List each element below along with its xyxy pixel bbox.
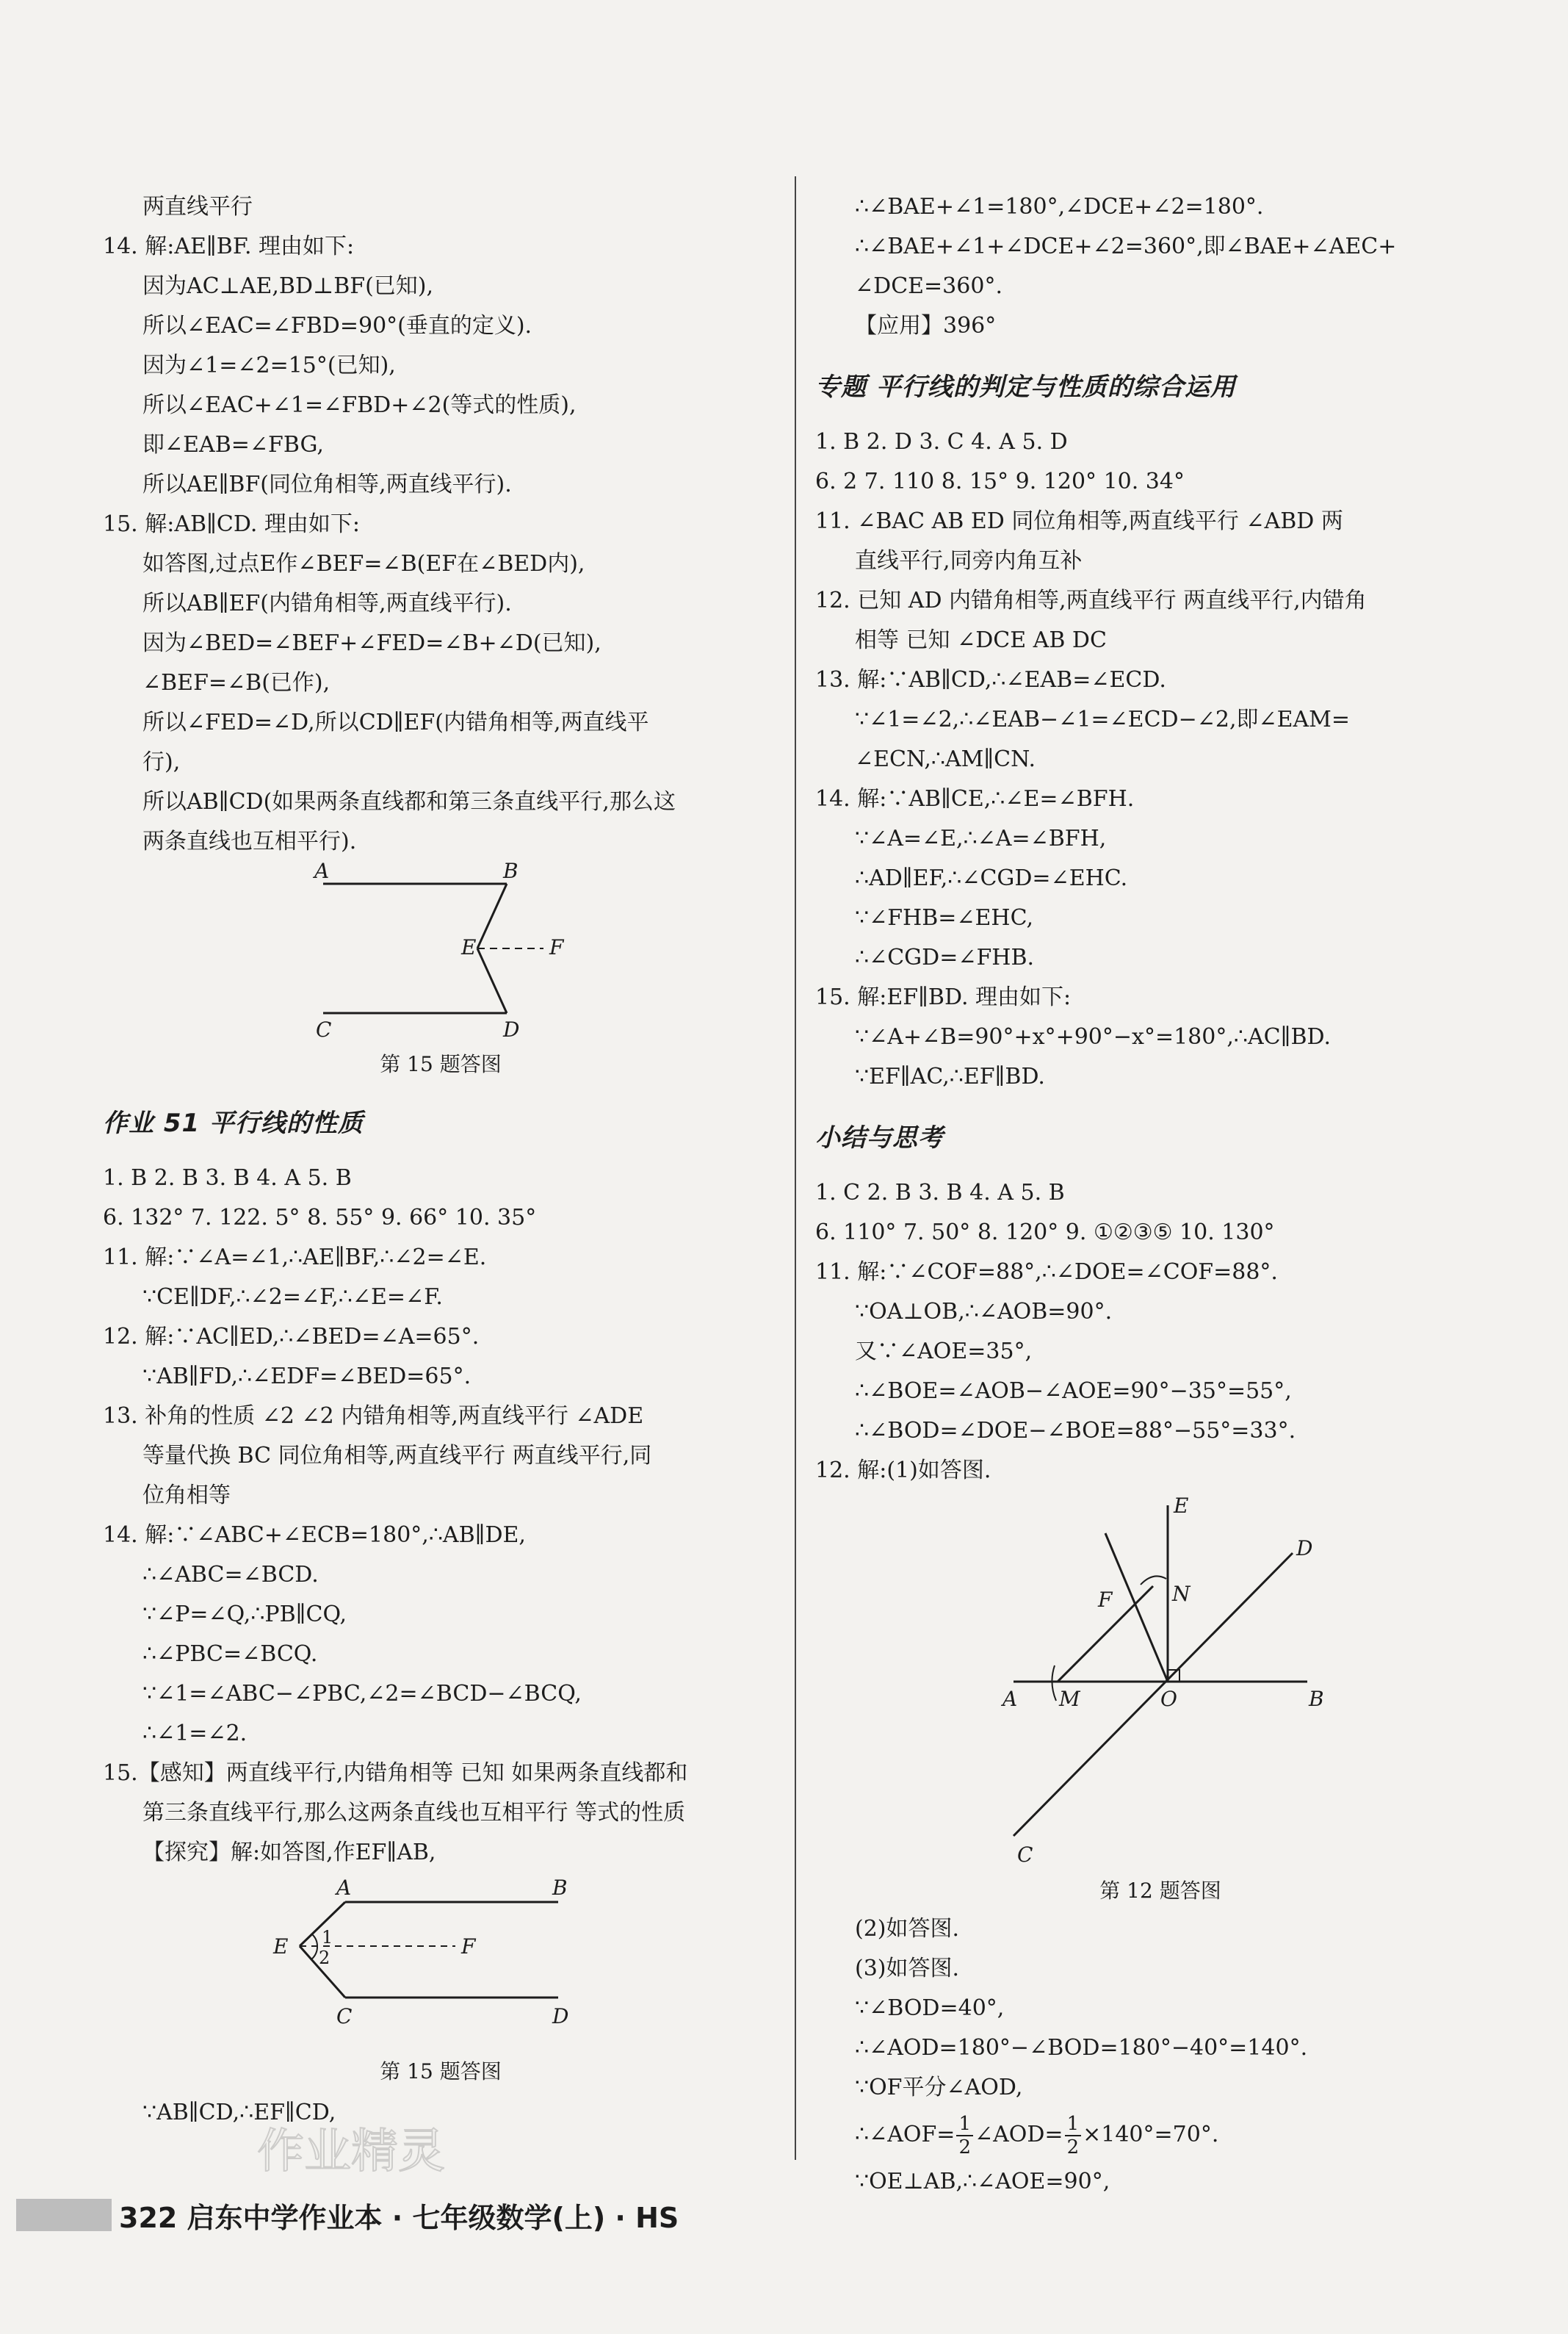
- label-b: B: [552, 1876, 568, 1900]
- right-lines-e: [815, 2162, 1506, 2202]
- left-lines-b: [103, 1159, 778, 1873]
- label-f: F: [1098, 1588, 1113, 1612]
- angle-2-arc: [311, 1946, 317, 1959]
- text-line: 第三条直线平行,那么这两条直线也互相平行 等式的性质: [142, 1800, 686, 1826]
- label-b: B: [503, 862, 519, 883]
- text-line: ∵∠1=∠ABC−∠PBC,∠2=∠BCD−∠BCQ,: [142, 1681, 582, 1707]
- label-o: O: [1160, 1687, 1177, 1711]
- text-line: 12. 解:(1)如答图.: [815, 1458, 991, 1483]
- figure-caption: 第 15 题答图: [380, 1052, 502, 1076]
- figure-caption: 第 12 题答图: [1099, 1879, 1221, 1903]
- line-cd: [1014, 1553, 1293, 1836]
- column-divider: [795, 176, 796, 2160]
- text-line: 14. 解:∵∠ABC+∠ECB=180°,∴AB∥DE,: [103, 1522, 526, 1548]
- text-line: ∴∠CGD=∠FHB.: [855, 945, 1035, 970]
- figure-12: [815, 1491, 1506, 1873]
- frac-den-2: 2: [1066, 2136, 1080, 2158]
- section-heading-51: 作业 51 平行线的性质: [103, 1109, 364, 1138]
- angle-1-arc: [312, 1934, 317, 1946]
- text-line: ∠ECN,∴AM∥CN.: [855, 746, 1036, 772]
- text-line: 15. 解:AB∥CD. 理由如下:: [103, 511, 361, 537]
- text-line: 相等 已知 ∠DCE AB DC: [855, 627, 1107, 653]
- text-line: 12. 解:∵AC∥ED,∴∠BED=∠A=65°.: [103, 1324, 480, 1350]
- text-line: 所以∠EAC+∠1=∠FBD+∠2(等式的性质),: [142, 392, 577, 418]
- label-c: C: [1017, 1843, 1033, 1867]
- figure-15-b: [103, 1873, 778, 2093]
- right-lines-a: [815, 187, 1506, 346]
- left-lines-a: [103, 187, 778, 862]
- frac-post: ×140°=70°.: [1083, 2122, 1219, 2147]
- footer-text: 322 启东中学作业本 · 七年级数学(上) · HS: [119, 2201, 679, 2234]
- text-line: 15. 解:EF∥BD. 理由如下:: [815, 984, 1072, 1010]
- text-line: ∵OA⊥OB,∴∠AOB=90°.: [855, 1299, 1113, 1325]
- label-d: D: [552, 2004, 569, 2028]
- page-footer: [16, 2193, 679, 2237]
- section-heading-topic: 专题 平行线的判定与性质的综合运用: [815, 372, 1236, 402]
- label-a: A: [1002, 1687, 1018, 1711]
- text-line: 1. B 2. D 3. C 4. A 5. D: [815, 429, 1068, 455]
- text-line: 所以∠EAC=∠FBD=90°(垂直的定义).: [142, 313, 532, 339]
- text-line: 11. 解:∵∠A=∠1,∴AE∥BF,∴∠2=∠E.: [103, 1245, 487, 1270]
- text-line: ∴∠BOD=∠DOE−∠BOE=88°−55°=33°.: [855, 1418, 1296, 1444]
- line-ed: [477, 948, 507, 1013]
- right-lines-d: [815, 1909, 1506, 2108]
- text-line: 又∵∠AOE=35°,: [855, 1339, 1033, 1364]
- text-line: 6. 2 7. 110 8. 15° 9. 120° 10. 34°: [815, 469, 1185, 494]
- text-line: 11. ∠BAC AB ED 同位角相等,两直线平行 ∠ABD 两: [815, 508, 1343, 534]
- arc-n: [1141, 1576, 1166, 1585]
- angle-1-label: 1: [322, 1927, 333, 1948]
- text-line: ∠BEF=∠B(已作),: [142, 670, 330, 696]
- label-f: F: [461, 1934, 476, 1959]
- text-line: ∵∠1=∠2,∴∠EAB−∠1=∠ECD−∠2,即∠EAM=: [855, 707, 1351, 732]
- label-c: C: [336, 2004, 353, 2028]
- frac-pre: ∴∠AOF=: [855, 2122, 955, 2147]
- text-line: 如答图,过点E作∠BEF=∠B(EF在∠BED内),: [142, 551, 585, 577]
- text-line: 1. C 2. B 3. B 4. A 5. B: [815, 1180, 1065, 1206]
- text-line: ∵OF平分∠AOD,: [855, 2075, 1023, 2100]
- line-be: [477, 884, 507, 948]
- text-line: 两直线平行: [142, 194, 253, 220]
- text-line: ∵∠A+∠B=90°+x°+90°−x°=180°,∴AC∥BD.: [855, 1024, 1332, 1050]
- text-line: ∴∠BAE+∠1+∠DCE+∠2=360°,即∠BAE+∠AEC+: [855, 234, 1397, 259]
- text-line: 两条直线也互相平行).: [142, 829, 357, 854]
- text-line: 等量代换 BC 同位角相等,两直线平行 两直线平行,同: [142, 1443, 652, 1469]
- fraction-1: [956, 2113, 973, 2158]
- text-line: 12. 已知 AD 内错角相等,两直线平行 两直线平行,内错角: [815, 588, 1367, 613]
- label-e: E: [1174, 1494, 1189, 1518]
- figure-15-a: [103, 862, 778, 1082]
- text-line: 13. 补角的性质 ∠2 ∠2 内错角相等,两直线平行 ∠ADE: [103, 1403, 644, 1429]
- label-e: E: [273, 1934, 289, 1959]
- right-angle-mark: [1168, 1670, 1179, 1682]
- text-line: 行),: [142, 749, 181, 775]
- text-line: ∠DCE=360°.: [855, 273, 1002, 299]
- section-heading-summary: 小结与思考: [815, 1123, 944, 1153]
- left-column: [103, 187, 778, 2133]
- text-line: ∴∠PBC=∠BCQ.: [142, 1641, 318, 1667]
- text-line: ∵AB∥CD,∴EF∥CD,: [142, 2100, 336, 2125]
- text-line: ∵∠P=∠Q,∴PB∥CQ,: [142, 1602, 347, 1627]
- text-line: 因为AC⊥AE,BD⊥BF(已知),: [142, 273, 434, 299]
- text-line: 13. 解:∵AB∥CD,∴∠EAB=∠ECD.: [815, 667, 1166, 693]
- text-line: 因为∠1=∠2=15°(已知),: [142, 353, 396, 378]
- text-line: 即∠EAB=∠FBG,: [142, 432, 324, 458]
- angle-2-label: 2: [319, 1948, 330, 1968]
- text-line: 14. 解:∵AB∥CE,∴∠E=∠BFH.: [815, 786, 1135, 812]
- text-line: 15.【感知】两直线平行,内错角相等 已知 如果两条直线都和: [103, 1760, 688, 1786]
- text-line: ∵CE∥DF,∴∠2=∠F,∴∠E=∠F.: [142, 1284, 443, 1310]
- right-column: [815, 187, 1506, 2202]
- label-d: D: [1296, 1536, 1313, 1560]
- text-line: 6. 110° 7. 50° 8. 120° 9. ①②③⑤ 10. 130°: [815, 1220, 1275, 1245]
- text-line: 6. 132° 7. 122. 5° 8. 55° 9. 66° 10. 35°: [103, 1205, 537, 1231]
- text-line: 14. 解:AE∥BF. 理由如下:: [103, 234, 355, 259]
- label-a: A: [314, 862, 330, 883]
- label-b: B: [1309, 1687, 1324, 1711]
- label-e: E: [461, 935, 477, 959]
- label-m: M: [1059, 1687, 1080, 1711]
- text-line: ∴AD∥EF,∴∠CGD=∠EHC.: [855, 865, 1128, 891]
- figure-caption: 第 15 题答图: [380, 2059, 502, 2083]
- footer-bar: [16, 2199, 112, 2231]
- label-n: N: [1172, 1582, 1191, 1606]
- frac-num-2: 1: [1065, 2113, 1082, 2136]
- text-line: ∵EF∥AC,∴EF∥BD.: [855, 1064, 1045, 1089]
- text-line: ∴∠1=∠2.: [142, 1721, 248, 1746]
- right-lines-c: [815, 1173, 1506, 1491]
- watermark-logo: [257, 2116, 507, 2182]
- text-line: 直线平行,同旁内角互补: [855, 548, 1083, 574]
- text-line: ∵∠A=∠E,∴∠A=∠BFH,: [855, 826, 1107, 851]
- arc-m: [1052, 1665, 1056, 1701]
- text-line: ∴∠BOE=∠AOB−∠AOE=90°−35°=55°,: [855, 1378, 1292, 1404]
- text-line: ∵OE⊥AB,∴∠AOE=90°,: [855, 2169, 1110, 2194]
- text-line: ∴∠ABC=∠BCD.: [142, 1562, 319, 1588]
- text-line: 所以AB∥EF(内错角相等,两直线平行).: [142, 591, 512, 616]
- text-line: (2)如答图.: [855, 1916, 960, 1942]
- text-line: 所以AB∥CD(如果两条直线都和第三条直线平行,那么这: [142, 789, 676, 815]
- text-line: ∴∠BAE+∠1=180°,∠DCE+∠2=180°.: [855, 194, 1264, 220]
- text-line: (3)如答图.: [855, 1956, 960, 1981]
- fraction-2: [1065, 2113, 1082, 2158]
- line-of: [1105, 1533, 1168, 1682]
- text-line: ∵∠BOD=40°,: [855, 1995, 1005, 2021]
- text-line: 1. B 2. B 3. B 4. A 5. B: [103, 1165, 352, 1191]
- text-line: 【应用】396°: [855, 313, 997, 339]
- fraction-line: [815, 2108, 1506, 2162]
- watermark-text: 作业精灵: [257, 2125, 445, 2179]
- frac-den-1: 2: [958, 2136, 971, 2158]
- frac-mid: ∠AOD=: [974, 2122, 1063, 2147]
- text-line: 位角相等: [142, 1483, 231, 1508]
- text-line: 因为∠BED=∠BEF+∠FED=∠B+∠D(已知),: [142, 630, 601, 656]
- right-lines-b: [815, 422, 1506, 1097]
- text-line: 【探究】解:如答图,作EF∥AB,: [142, 1840, 436, 1865]
- label-d: D: [503, 1017, 520, 1042]
- text-line: ∴∠AOD=180°−∠BOD=180°−40°=140°.: [855, 2035, 1308, 2061]
- frac-num-1: 1: [956, 2113, 973, 2136]
- text-line: ∵AB∥FD,∴∠EDF=∠BED=65°.: [142, 1364, 472, 1389]
- label-c: C: [316, 1017, 332, 1042]
- label-f: F: [549, 935, 564, 959]
- text-line: 所以AE∥BF(同位角相等,两直线平行).: [142, 472, 512, 497]
- text-line: 所以∠FED=∠D,所以CD∥EF(内错角相等,两直线平: [142, 710, 649, 735]
- label-a: A: [336, 1876, 352, 1900]
- text-line: ∵∠FHB=∠EHC,: [855, 905, 1034, 931]
- text-line: 11. 解:∵∠COF=88°,∴∠DOE=∠COF=88°.: [815, 1259, 1278, 1285]
